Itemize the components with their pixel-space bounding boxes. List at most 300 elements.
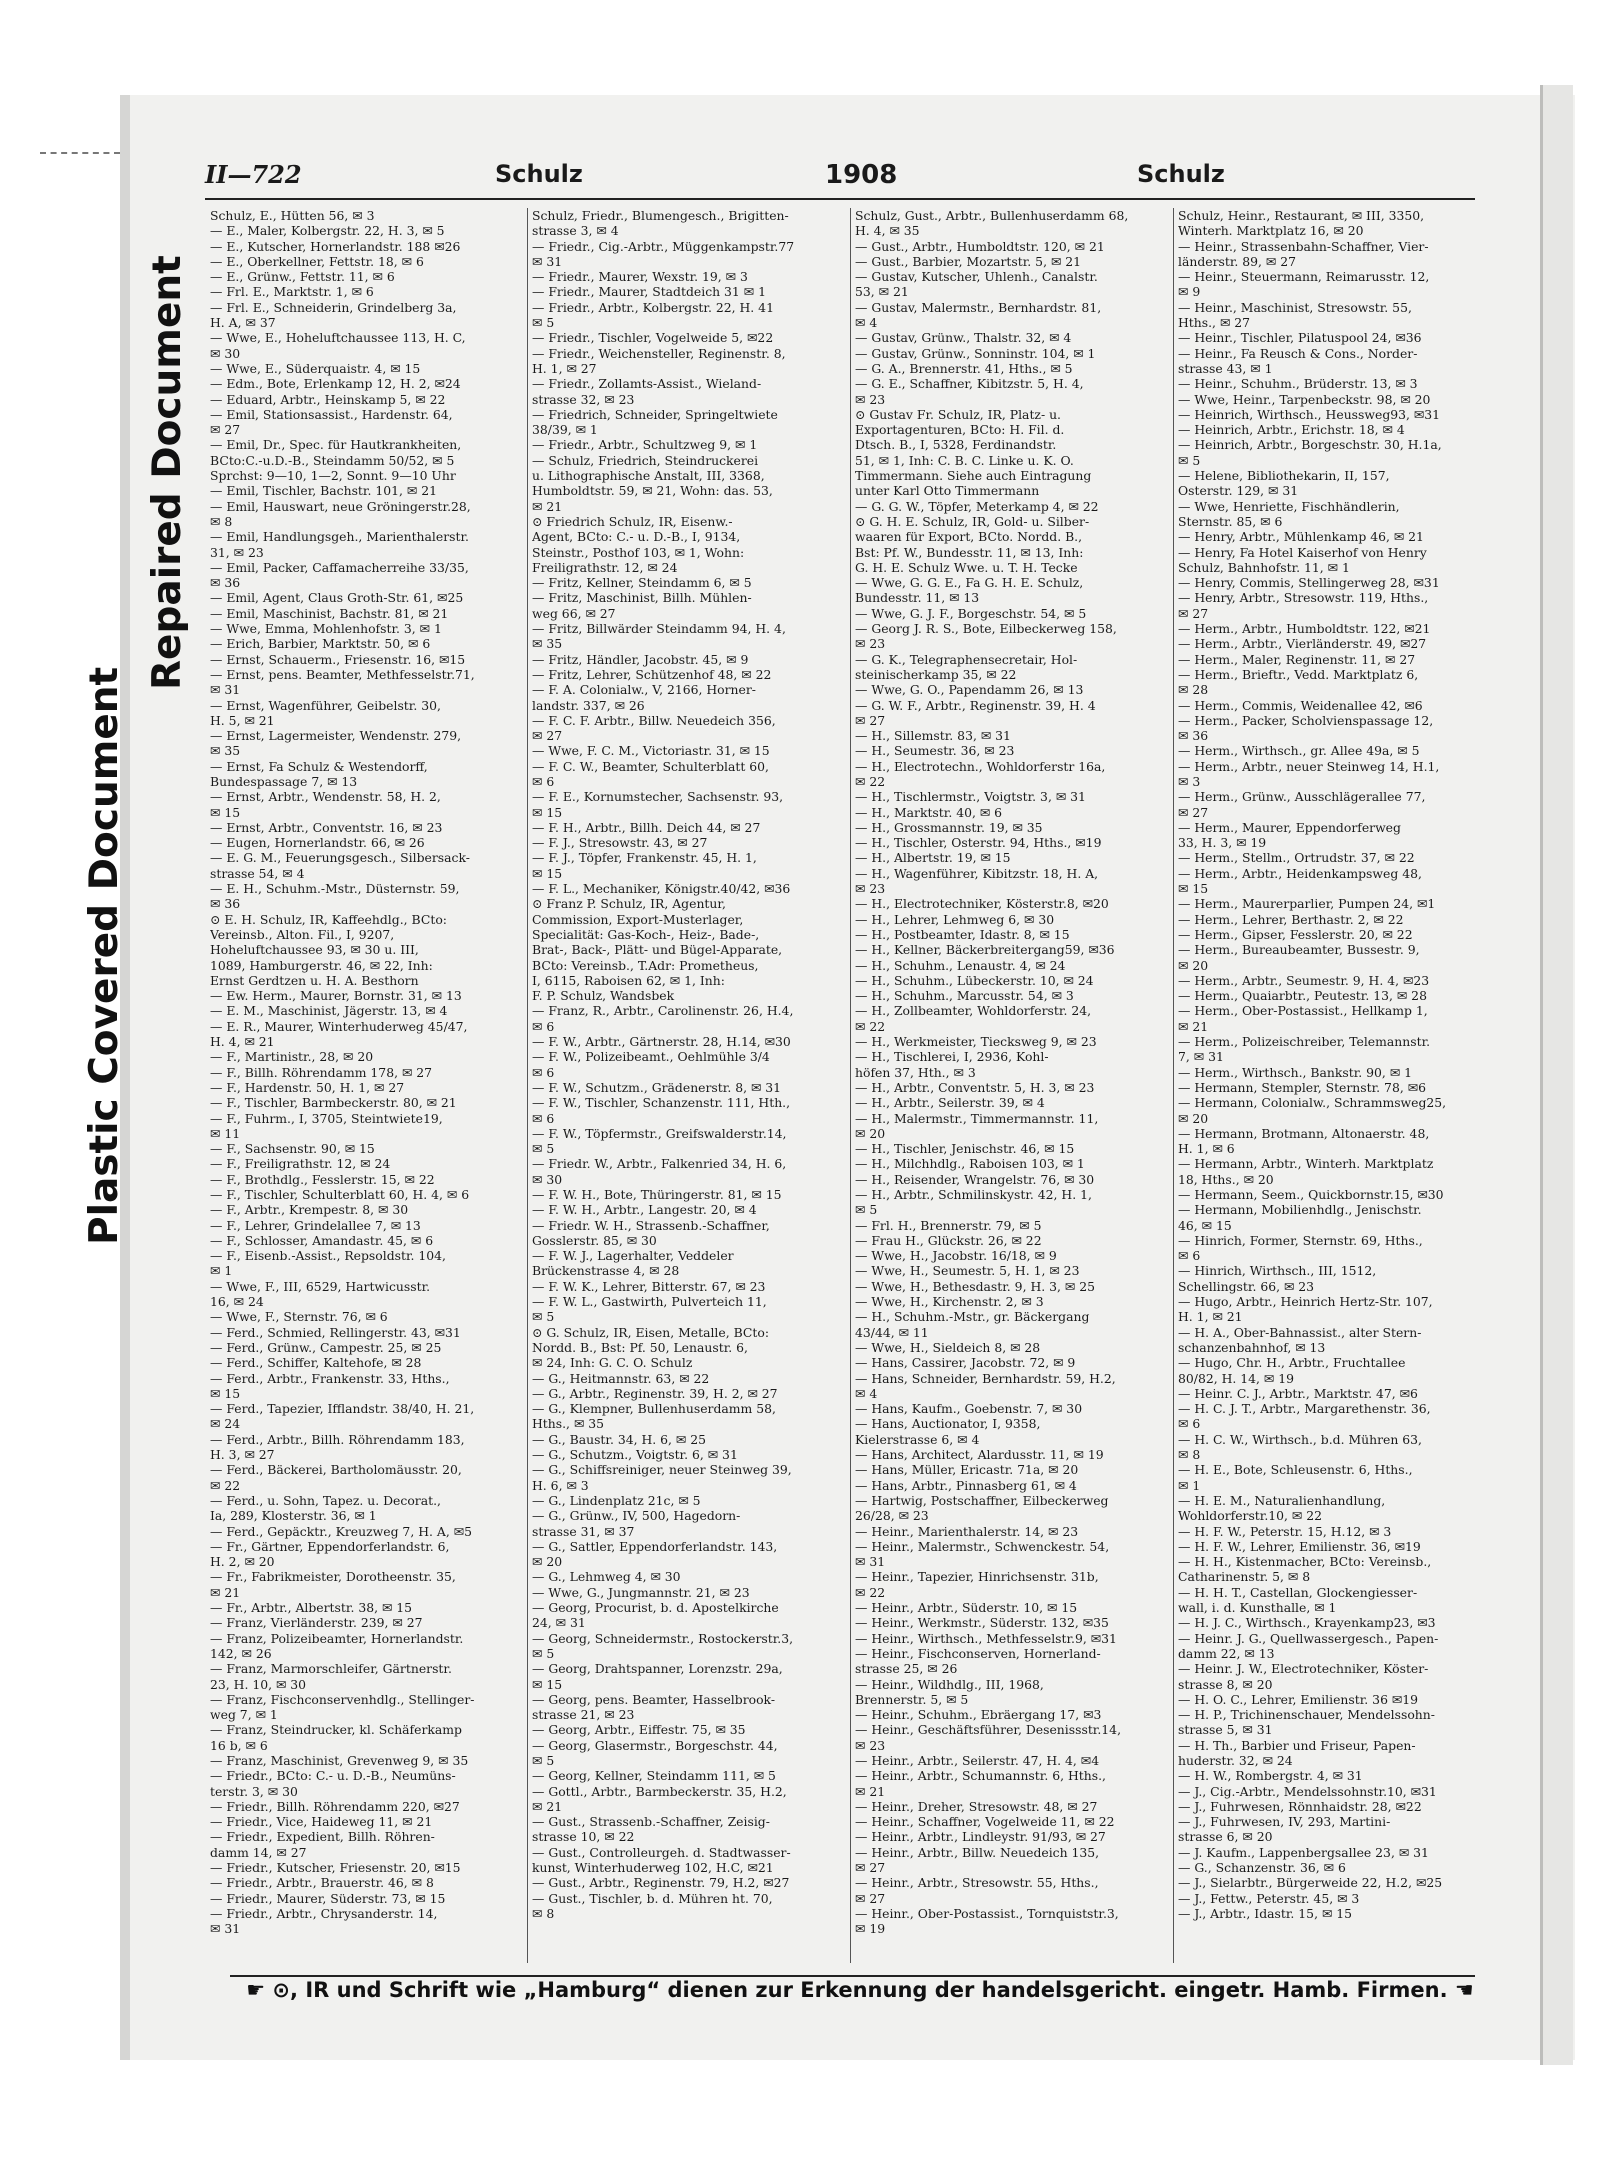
directory-entry: — Herm., Wirthsch., gr. Allee 49a, ✉ 5: [1178, 743, 1420, 759]
directory-entry: ✉ 15: [210, 1385, 241, 1401]
directory-entry: 80/82, H. 14, ✉ 19: [1178, 1370, 1294, 1386]
directory-entry: ✉ 24: [210, 1416, 241, 1432]
book-spine: [1540, 85, 1573, 2065]
directory-entry: — Emil, Maschinist, Bachstr. 81, ✉ 21: [210, 605, 449, 621]
directory-entry: ⊙ G. H. E. Schulz, IR, Gold- u. Silber-: [855, 513, 1090, 529]
directory-entry: — F. W., Tischler, Schanzenstr. 111, Hth.,: [532, 1095, 791, 1111]
directory-entry: — E. G. M., Feuerungsgesch., Silbersack-: [210, 850, 470, 866]
directory-entry: ✉ 20: [532, 1554, 563, 1570]
directory-entry: — Emil, Handlungsgeh., Marienthalerstr.: [210, 529, 469, 545]
directory-entry: BCto: Vereinsb., T.Adr: Prometheus,: [532, 957, 759, 973]
directory-entry: — Frau H., Glückstr. 26, ✉ 22: [855, 1232, 1042, 1248]
directory-entry: ✉ 20: [1178, 1110, 1209, 1126]
directory-entry: — Herm., Gipser, Fesslerstr. 20, ✉ 22: [1178, 926, 1413, 942]
directory-entry: — Gust., Barbier, Mozartstr. 5, ✉ 21: [855, 253, 1082, 269]
directory-entry: — Friedr., Tischler, Vogelweide 5, ✉22: [532, 330, 774, 346]
directory-entry: — Hermann, Colonialw., Schrammsweg25,: [1178, 1095, 1447, 1111]
directory-entry: weg 7, ✉ 1: [210, 1707, 278, 1723]
directory-entry: — Wwe, G. G. E., Fa G. H. E. Schulz,: [855, 575, 1084, 591]
directory-entry: ✉ 21: [210, 1584, 241, 1600]
page-header: [205, 160, 1465, 196]
directory-entry: — Hans, Schneider, Bernhardstr. 59, H.2,: [855, 1370, 1116, 1386]
directory-entry: — J., Fettw., Peterstr. 45, ✉ 3: [1178, 1890, 1360, 1906]
directory-entry: ✉ 15: [532, 865, 563, 881]
directory-entry: ✉ 6: [1178, 1416, 1201, 1432]
directory-entry: wall, i. d. Kunsthalle, ✉ 1: [1178, 1600, 1337, 1616]
directory-entry: — Wwe, E., Hoheluftchaussee 113, H. C,: [210, 330, 466, 346]
directory-entry: strasse 10, ✉ 22: [532, 1829, 635, 1845]
directory-entry: Specialität: Gas-Koch-, Heiz-, Bade-,: [532, 926, 760, 942]
directory-entry: — Friedr., BCto: C.- u. D.-B., Neumüns-: [210, 1768, 456, 1784]
directory-entry: — Herm., Arbtr., Seumestr. 9, H. 4, ✉23: [1178, 972, 1430, 988]
directory-entry: ✉ 23: [855, 391, 886, 407]
directory-entry: ✉ 23: [855, 881, 886, 897]
directory-entry: 38/39, ✉ 1: [532, 422, 598, 438]
directory-entry: landstr. 337, ✉ 26: [532, 697, 645, 713]
directory-entry: Humboldtstr. 59, ✉ 21, Wohn: das. 53,: [532, 483, 773, 499]
directory-entry: G. H. E. Schulz Wwe. u. T. H. Tecke: [855, 559, 1078, 575]
directory-entry: — Ferd., u. Sohn, Tapez. u. Decorat.,: [210, 1492, 441, 1508]
directory-entry: 26/28, ✉ 23: [855, 1508, 929, 1524]
column-1: [210, 208, 520, 1963]
directory-entry: — Wwe, H., Seumestr. 5, H. 1, ✉ 23: [855, 1263, 1080, 1279]
directory-entry: — Herm., Maurer, Eppendorferweg: [1178, 819, 1401, 835]
directory-entry: — F. W. H., Arbtr., Langestr. 20, ✉ 4: [532, 1202, 757, 1218]
directory-entry: — Wwe, G., Jungmannstr. 21, ✉ 23: [532, 1584, 750, 1600]
directory-entry: — G., Klempner, Bullenhuserdamm 58,: [532, 1401, 776, 1417]
directory-entry: — F., Arbtr., Krempestr. 8, ✉ 30: [210, 1202, 409, 1218]
directory-entry: H. 2, ✉ 20: [210, 1554, 275, 1570]
directory-entry: Winterh. Marktplatz 16, ✉ 20: [1178, 223, 1364, 239]
directory-entry: ✉ 6: [532, 773, 555, 789]
directory-entry: — Emil, Packer, Caffamacherreihe 33/35,: [210, 559, 469, 575]
directory-entry: — F. J., Töpfer, Frankenstr. 45, H. 1,: [532, 850, 757, 866]
directory-entry: — Herm., Bureaubeamter, Bussestr. 9,: [1178, 942, 1420, 958]
directory-entry: — Wwe, G. O., Papendamm 26, ✉ 13: [855, 682, 1084, 698]
directory-entry: ✉ 8: [1178, 1447, 1201, 1463]
directory-entry: — Friedr., Arbtr., Schultzweg 9, ✉ 1: [532, 437, 758, 453]
directory-entry: länderstr. 89, ✉ 27: [1178, 253, 1297, 269]
directory-entry: ⊙ Franz P. Schulz, IR, Agentur,: [532, 896, 726, 912]
directory-entry: Vereinsb., Alton. Fil., I, 9207,: [210, 926, 395, 942]
directory-entry: Schulz, Friedr., Blumengesch., Brigitten-: [532, 208, 789, 223]
directory-entry: ✉ 36: [210, 575, 241, 591]
directory-entry: — Heinr. C. J., Arbtr., Marktstr. 47, ✉6: [1178, 1385, 1418, 1401]
directory-entry: — Hugo, Arbtr., Heinrich Hertz-Str. 107,: [1178, 1294, 1433, 1310]
repaired-document-label: Repaired Document: [145, 255, 190, 690]
directory-entry: H. 4, ✉ 35: [855, 223, 920, 239]
directory-entry: ✉ 5: [855, 1202, 878, 1218]
directory-entry: Catharinenstr. 5, ✉ 8: [1178, 1569, 1311, 1585]
directory-entry: — Herm., Packer, Scholvienspassage 12,: [1178, 712, 1434, 728]
directory-entry: — Wwe, H., Sieldeich 8, ✉ 28: [855, 1339, 1041, 1355]
directory-entry: — Georg, Glasermstr., Borgeschstr. 44,: [532, 1737, 778, 1753]
directory-entry: — Heinr., Maschinist, Stresowstr. 55,: [1178, 299, 1412, 315]
directory-entry: — H. P., Trichinenschauer, Mendelssohn-: [1178, 1707, 1435, 1723]
directory-entry: — Ferd., Schiffer, Kaltehofe, ✉ 28: [210, 1355, 422, 1371]
directory-entry: — H., Marktstr. 40, ✉ 6: [855, 804, 1003, 820]
directory-entry: ✉ 27: [1178, 605, 1209, 621]
directory-entry: — J. Kaufm., Lappenbergsallee 23, ✉ 31: [1178, 1844, 1429, 1860]
directory-entry: ✉ 4: [855, 315, 878, 331]
directory-entry: ✉ 31: [210, 1921, 241, 1937]
directory-entry: — G. G. W., Töpfer, Meterkamp 4, ✉ 22: [855, 498, 1099, 514]
directory-entry: — Herm., Polizeischreiber, Telemannstr.: [1178, 1034, 1431, 1050]
directory-entry: — H. H. T., Castellan, Glockengiesser-: [1178, 1584, 1418, 1600]
directory-entry: — F., Tischler, Barmbeckerstr. 80, ✉ 21: [210, 1095, 457, 1111]
directory-entry: — Frl. E., Schneiderin, Grindelberg 3a,: [210, 299, 457, 315]
directory-entry: ✉ 30: [210, 345, 241, 361]
directory-entry: — Friedr., Expedient, Billh. Röhren-: [210, 1829, 435, 1845]
directory-entry: steinischerkamp 35, ✉ 22: [855, 666, 1017, 682]
directory-entry: — H., Arbtr., Schmilinskystr. 42, H. 1,: [855, 1187, 1092, 1202]
directory-entry: — E., Maler, Kolbergstr. 22, H. 3, ✉ 5: [210, 223, 445, 239]
directory-entry: — Fritz, Händler, Jacobstr. 45, ✉ 9: [532, 651, 749, 667]
directory-entry: 7, ✉ 31: [1178, 1049, 1224, 1065]
directory-entry: ✉ 24, Inh: G. C. O. Schulz: [532, 1355, 693, 1371]
directory-entry: strasse 54, ✉ 4: [210, 865, 305, 881]
left-running-title: Schulz: [495, 160, 583, 188]
directory-entry: — G. W. F., Arbtr., Reginenstr. 39, H. 4: [855, 697, 1096, 713]
directory-entry: höfen 37, Hth., ✉ 3: [855, 1064, 976, 1080]
directory-entry: — F. L., Mechaniker, Königstr.40/42, ✉36: [532, 881, 791, 897]
directory-entry: — Gustav, Malermstr., Bernhardstr. 81,: [855, 299, 1102, 315]
directory-entry: Bundespassage 7, ✉ 13: [210, 773, 358, 789]
directory-entry: — F. W. L., Gastwirth, Pulverteich 11,: [532, 1294, 767, 1310]
directory-entry: — Ernst, pens. Beamter, Methfesselstr.71,: [210, 666, 475, 682]
directory-entry: — Franz, Maschinist, Grevenweg 9, ✉ 35: [210, 1752, 469, 1768]
directory-entry: — H., Arbtr., Conventstr. 5, H. 3, ✉ 23: [855, 1079, 1095, 1095]
directory-entry: — G., Sattler, Eppendorferlandstr. 143,: [532, 1538, 778, 1554]
directory-entry: ✉ 27: [210, 422, 241, 438]
directory-entry: strasse 6, ✉ 20: [1178, 1829, 1273, 1845]
directory-entry: ✉ 15: [532, 804, 563, 820]
directory-entry: Hths., ✉ 27: [1178, 315, 1251, 331]
directory-entry: — H. Th., Barbier und Friseur, Papen-: [1178, 1737, 1416, 1753]
page-number: II—722: [205, 160, 302, 189]
directory-entry: Freiligrathstr. 12, ✉ 24: [532, 559, 678, 575]
directory-entry: Steinstr., Posthof 103, ✉ 1, Wohn:: [532, 544, 745, 560]
directory-entry: — F. E., Kornumstecher, Sachsenstr. 93,: [532, 789, 784, 805]
directory-entry: ✉ 35: [532, 636, 563, 652]
directory-entry: — Heinr., Schuhm., Ebräergang 17, ✉3: [855, 1707, 1102, 1723]
directory-entry: Bundesstr. 11, ✉ 13: [855, 590, 980, 606]
directory-entry: ✉ 5: [532, 1141, 555, 1157]
directory-entry: strasse 5, ✉ 31: [1178, 1722, 1273, 1738]
directory-entry: — Wwe, G. J. F., Borgeschstr. 54, ✉ 5: [855, 605, 1087, 621]
directory-entry: strasse 31, ✉ 37: [532, 1523, 635, 1539]
directory-entry: — H. E., Bote, Schleusenstr. 6, Hths.,: [1178, 1462, 1413, 1478]
directory-entry: — F., Billh. Röhrendamm 178, ✉ 27: [210, 1064, 433, 1080]
directory-entry: — Franz, Marmorschleifer, Gärtnerstr.: [210, 1661, 452, 1677]
directory-entry: — E. R., Maurer, Winterhuderweg 45/47,: [210, 1018, 468, 1034]
directory-entry: — Heinr. J. G., Quellwassergesch., Papen-: [1178, 1630, 1439, 1646]
directory-entry: — F. H., Arbtr., Billh. Deich 44, ✉ 27: [532, 819, 761, 835]
directory-entry: — Henry, Commis, Stellingerweg 28, ✉31: [1178, 575, 1440, 591]
directory-entry: ✉ 27: [855, 712, 886, 728]
directory-entry: — Heinr., Strassenbahn-Schaffner, Vier-: [1178, 238, 1429, 254]
right-running-title: Schulz: [1137, 160, 1225, 188]
directory-entry: — Georg, Arbtr., Eiffestr. 75, ✉ 35: [532, 1722, 746, 1738]
directory-entry: — H., Zollbeamter, Wohldorferstr. 24,: [855, 1003, 1092, 1019]
directory-entry: ✉ 20: [855, 1125, 886, 1141]
directory-entry: — Erich, Barbier, Marktstr. 50, ✉ 6: [210, 636, 431, 652]
directory-entry: ✉ 21: [532, 498, 563, 514]
directory-entry: — Fritz, Billwärder Steindamm 94, H. 4,: [532, 621, 786, 637]
directory-entry: — Eduard, Arbtr., Heinskamp 5, ✉ 22: [210, 391, 446, 407]
directory-entry: 24, ✉ 31: [532, 1615, 586, 1631]
directory-entry: — Hartwig, Postschaffner, Eilbeckerweg: [855, 1492, 1109, 1508]
directory-entry: Nordd. B., Bst: Pf. 50, Lenaustr. 6,: [532, 1339, 748, 1355]
directory-entry: — Heinr., Arbtr., Lindleystr. 91/93, ✉ 27: [855, 1829, 1106, 1845]
directory-entry: — F. C. F. Arbtr., Billw. Neuedeich 356,: [532, 712, 776, 728]
directory-entry: strasse 43, ✉ 1: [1178, 360, 1273, 376]
directory-entry: — Herm., Lehrer, Berthastr. 2, ✉ 22: [1178, 911, 1404, 927]
directory-entry: — Herm., Arbtr., neuer Steinweg 14, H.1,: [1178, 758, 1440, 774]
directory-entry: Sprchst: 9—10, 1—2, Sonnt. 9—10 Uhr: [210, 468, 456, 484]
directory-entry: Wohldorferstr.10, ✉ 22: [1178, 1508, 1323, 1524]
directory-entry: — H. W., Rombergstr. 4, ✉ 31: [1178, 1768, 1363, 1784]
directory-entry: Commission, Export-Musterlager,: [532, 911, 744, 927]
directory-entry: 43/44, ✉ 11: [855, 1324, 929, 1340]
directory-entry: — H., Arbtr., Seilerstr. 39, ✉ 4: [855, 1095, 1045, 1111]
directory-entry: — Heinr., Malermstr., Schwenckestr. 54,: [855, 1538, 1110, 1554]
directory-entry: — Emil, Stationsassist., Hardenstr. 64,: [210, 406, 453, 422]
directory-entry: — Heinr. J. W., Electrotechniker, Köster-: [1178, 1661, 1429, 1677]
directory-entry: — G., Arbtr., Reginenstr. 39, H. 2, ✉ 27: [532, 1385, 778, 1401]
directory-entry: — Henry, Fa Hotel Kaiserhof von Henry: [1178, 544, 1427, 560]
directory-entry: — Heinr., Schaffner, Vogelweide 11, ✉ 22: [855, 1814, 1115, 1830]
directory-entry: ✉ 6: [1178, 1248, 1201, 1264]
directory-entry: — Fritz, Maschinist, Billh. Mühlen-: [532, 590, 752, 606]
directory-entry: H. 5, ✉ 21: [210, 712, 275, 728]
directory-entry: ✉ 35: [210, 743, 241, 759]
directory-entry: Schulz, Heinr., Restaurant, ✉ III, 3350,: [1178, 208, 1425, 223]
directory-entry: — Heinr., Fa Reusch & Cons., Norder-: [1178, 345, 1418, 361]
directory-entry: — Wwe, H., Jacobstr. 16/18, ✉ 9: [855, 1248, 1057, 1264]
directory-entry: ✉ 21: [532, 1798, 563, 1814]
directory-entry: ✉ 21: [855, 1783, 886, 1799]
directory-entry: — Emil, Dr., Spec. für Hautkrankheiten,: [210, 437, 462, 453]
directory-entry: — F. C. W., Beamter, Schulterblatt 60,: [532, 758, 769, 774]
directory-entry: — Friedr., Kutscher, Friesenstr. 20, ✉15: [210, 1860, 461, 1876]
directory-entry: H. 1, ✉ 27: [532, 360, 597, 376]
directory-entry: — Gust., Tischler, b. d. Mühren ht. 70,: [532, 1890, 773, 1906]
directory-entry: ✉ 22: [855, 773, 886, 789]
directory-entry: — Heinr., Tischler, Pilatuspool 24, ✉36: [1178, 330, 1422, 346]
directory-entry: — F., Hardenstr. 50, H. 1, ✉ 27: [210, 1079, 405, 1095]
directory-entry: Schulz, E., Hütten 56, ✉ 3: [210, 208, 375, 223]
directory-entry: ✉ 20: [1178, 957, 1209, 973]
directory-entry: — Schulz, Friedrich, Steindruckerei: [532, 452, 759, 468]
directory-entry: — Gust., Strassenb.-Schaffner, Zeisig-: [532, 1814, 770, 1830]
directory-entry: ✉ 31: [210, 682, 241, 698]
directory-entry: — E. M., Maschinist, Jägerstr. 13, ✉ 4: [210, 1003, 448, 1019]
directory-entry: — Hermann, Mobilienhdlg., Jenischstr.: [1178, 1202, 1422, 1218]
directory-entry: — F., Martinistr., 28, ✉ 20: [210, 1049, 374, 1065]
directory-entry: Schulz, Bahnhofstr. 11, ✉ 1: [1178, 559, 1350, 575]
directory-entry: ✉ 5: [532, 1752, 555, 1768]
directory-entry: — Hans, Kaufm., Goebenstr. 7, ✉ 30: [855, 1401, 1083, 1417]
directory-entry: damm 22, ✉ 13: [1178, 1645, 1275, 1661]
directory-entry: — Friedr. W., Arbtr., Falkenried 34, H. 6,: [532, 1156, 787, 1172]
directory-entry: ✉ 5: [532, 315, 555, 331]
directory-entry: — Hinrich, Former, Sternstr. 69, Hths.,: [1178, 1232, 1423, 1248]
directory-entry: — Herm., Stellm., Ortrudstr. 37, ✉ 22: [1178, 850, 1415, 866]
directory-entry: — G., Lindenplatz 21c, ✉ 5: [532, 1492, 701, 1508]
directory-entry: — Fritz, Kellner, Steindamm 6, ✉ 5: [532, 575, 752, 591]
directory-entry: H. A, ✉ 37: [210, 315, 276, 331]
directory-entry: — H., Tischlermstr., Voigtstr. 3, ✉ 31: [855, 789, 1086, 805]
directory-entry: — Heinrich, Arbtr., Borgeschstr. 30, H.1a,: [1178, 437, 1442, 453]
directory-entry: ✉ 31: [532, 253, 563, 269]
plastic-covered-label: Plastic Covered Document: [82, 666, 127, 1245]
directory-entry: ⊙ Gustav Fr. Schulz, IR, Platz- u.: [855, 406, 1061, 422]
directory-entry: — Heinr., Arbtr., Seilerstr. 47, H. 4, ✉4: [855, 1752, 1100, 1768]
directory-entry: Kielerstrasse 6, ✉ 4: [855, 1431, 980, 1447]
directory-entry: — Gustav, Grünw., Sonninstr. 104, ✉ 1: [855, 345, 1096, 361]
directory-entry: — Herm., Maler, Reginenstr. 11, ✉ 27: [1178, 651, 1416, 667]
directory-entry: — H., Grossmannstr. 19, ✉ 35: [855, 819, 1043, 835]
directory-entry: — Heinrich, Wirthsch., Heussweg93, ✉31: [1178, 406, 1441, 422]
directory-entry: — E., Grünw., Fettstr. 11, ✉ 6: [210, 269, 395, 285]
directory-entry: — Herm., Ober-Postassist., Hellkamp 1,: [1178, 1003, 1428, 1019]
directory-entry: ✉ 22: [210, 1477, 241, 1493]
directory-entry: — Friedr., Arbtr., Kolbergstr. 22, H. 41: [532, 299, 774, 315]
directory-entry: ✉ 21: [1178, 1018, 1209, 1034]
directory-entry: — Georg, Schneidermstr., Rostockerstr.3,: [532, 1630, 794, 1646]
column-2: [532, 208, 842, 1963]
directory-entry: ✉ 31: [855, 1554, 886, 1570]
directory-entry: — Gottl., Arbtr., Barmbeckerstr. 35, H.2,: [532, 1783, 787, 1799]
directory-entry: — Gust., Controlleurgeh. d. Stadtwasser-: [532, 1844, 791, 1860]
directory-entry: 16 b, ✉ 6: [210, 1737, 268, 1753]
directory-entry: BCto:C.-u.D.-B., Steindamm 50/52, ✉ 5: [210, 452, 455, 468]
directory-entry: — Heinr., Dreher, Stresowstr. 48, ✉ 27: [855, 1798, 1098, 1814]
directory-entry: — Ernst, Fa Schulz & Westendorff,: [210, 758, 428, 774]
directory-entry: damm 14, ✉ 27: [210, 1844, 307, 1860]
directory-entry: — E. H., Schuhm.-Mstr., Düsternstr. 59,: [210, 881, 460, 897]
directory-entry: H. 1, ✉ 6: [1178, 1141, 1235, 1157]
directory-entry: ✉ 5: [1178, 452, 1201, 468]
directory-entry: — Heinr., Arbtr., Stresowstr. 55, Hths.,: [855, 1875, 1099, 1891]
directory-entry: — H., Reisender, Wrangelstr. 76, ✉ 30: [855, 1171, 1095, 1187]
directory-entry: terstr. 3, ✉ 30: [210, 1783, 298, 1799]
directory-entry: — Wwe, F. C. M., Victoriastr. 31, ✉ 15: [532, 743, 770, 759]
header-rule: [205, 198, 1475, 200]
directory-entry: Hoheluftchaussee 93, ✉ 30 u. III,: [210, 942, 419, 958]
directory-entry: — G. K., Telegraphensecretair, Hol-: [855, 651, 1078, 667]
directory-entry: ✉ 22: [855, 1018, 886, 1034]
directory-entry: — F. J., Stresowstr. 43, ✉ 27: [532, 835, 708, 851]
directory-entry: — Fr., Fabrikmeister, Dorotheenstr. 35,: [210, 1569, 456, 1585]
directory-entry: — H. E. M., Naturalienhandlung,: [1178, 1492, 1386, 1508]
directory-entry: — Herm., Arbtr., Vierländerstr. 49, ✉27: [1178, 636, 1427, 652]
directory-entry: — Wwe, F., III, 6529, Hartwicusstr.: [210, 1278, 431, 1294]
directory-entry: — Wwe, F., Sternstr. 76, ✉ 6: [210, 1309, 388, 1325]
directory-entry: — Wwe, Henriette, Fischhändlerin,: [1178, 498, 1400, 514]
directory-entry: — Gust., Arbtr., Humboldtstr. 120, ✉ 21: [855, 238, 1105, 254]
directory-entry: — H. F. W., Lehrer, Emilienstr. 36, ✉19: [1178, 1538, 1421, 1554]
directory-entry: — F. W. K., Lehrer, Bitterstr. 67, ✉ 23: [532, 1278, 766, 1294]
directory-entry: — H., Schuhm., Marcusstr. 54, ✉ 3: [855, 988, 1074, 1004]
directory-entry: — G., Schiffsreiniger, neuer Steinweg 39,: [532, 1462, 792, 1478]
directory-entry: — F. W., Töpfermstr., Greifswalderstr.14,: [532, 1125, 787, 1141]
directory-entry: — H., Schuhm., Lenaustr. 4, ✉ 24: [855, 957, 1066, 973]
directory-entry: — Hermann, Stempler, Sternstr. 78, ✉6: [1178, 1079, 1426, 1095]
directory-entry: Brat-, Back-, Plätt- und Bügel-Apparate,: [532, 942, 783, 958]
directory-entry: ✉ 8: [210, 513, 233, 529]
directory-entry: waaren für Export, BCto. Nordd. B.,: [855, 529, 1083, 545]
directory-entry: — J., Sielarbtr., Bürgerweide 22, H.2, ✉25: [1178, 1875, 1443, 1891]
directory-entry: strasse 3, ✉ 4: [532, 223, 619, 239]
directory-entry: Schulz, Gust., Arbtr., Bullenhuserdamm 68,: [855, 208, 1129, 223]
directory-entry: — Friedr., Billh. Röhrendamm 220, ✉27: [210, 1798, 460, 1814]
directory-entry: — Hermann, Brotmann, Altonaerstr. 48,: [1178, 1125, 1430, 1141]
directory-entry: — F. W., Polizeibeamt., Oehlmühle 3/4: [532, 1049, 770, 1065]
directory-entry: — Frl. H., Brennerstr. 79, ✉ 5: [855, 1217, 1042, 1233]
directory-entry: — Herm., Arbtr., Heidenkampsweg 48,: [1178, 865, 1422, 881]
directory-entry: ⊙ E. H. Schulz, IR, Kaffeehdlg., BCto:: [210, 911, 447, 927]
directory-entry: ✉ 15: [1178, 881, 1209, 897]
directory-entry: ✉ 1: [1178, 1477, 1201, 1493]
directory-entry: 51, ✉ 1, Inh: C. B. C. Linke u. K. O.: [855, 452, 1074, 468]
directory-entry: — F. W., Arbtr., Gärtnerstr. 28, H.14, ✉30: [532, 1034, 791, 1050]
directory-entry: — Hermann, Seem., Quickbornstr.15, ✉30: [1178, 1187, 1444, 1202]
directory-entry: — Hugo, Chr. H., Arbtr., Fruchtallee: [1178, 1355, 1406, 1371]
directory-entry: — H. A., Ober-Bahnassist., alter Stern-: [1178, 1324, 1422, 1340]
directory-entry: unter Karl Otto Timmermann: [855, 483, 1040, 499]
directory-entry: — Ferd., Arbtr., Billh. Röhrendamm 183,: [210, 1431, 465, 1447]
directory-entry: — F. W. H., Bote, Thüringerstr. 81, ✉ 15: [532, 1187, 782, 1202]
directory-entry: — Ew. Herm., Maurer, Bornstr. 31, ✉ 13: [210, 988, 462, 1004]
directory-entry: — Heinr., Werkmstr., Süderstr. 132, ✉35: [855, 1615, 1109, 1631]
directory-entry: — Ernst, Lagermeister, Wendenstr. 279,: [210, 728, 462, 744]
directory-entry: — J., Arbtr., Idastr. 15, ✉ 15: [1178, 1905, 1353, 1921]
directory-entry: — Herm., Grünw., Ausschlägerallee 77,: [1178, 789, 1426, 805]
directory-entry: — G., Grünw., IV, 500, Hagedorn-: [532, 1508, 741, 1524]
directory-entry: — Herm., Wirthsch., Bankstr. 90, ✉ 1: [1178, 1064, 1413, 1080]
directory-entry: H. 4, ✉ 21: [210, 1034, 275, 1050]
directory-entry: — E., Kutscher, Hornerlandstr. 188 ✉26: [210, 238, 461, 254]
directory-entry: kunst, Winterhuderweg 102, H.C, ✉21: [532, 1860, 774, 1876]
directory-entry: 53, ✉ 21: [855, 284, 909, 300]
directory-entry: — Friedr., Maurer, Stadtdeich 31 ✉ 1: [532, 284, 766, 300]
directory-entry: — Emil, Tischler, Bachstr. 101, ✉ 21: [210, 483, 437, 499]
directory-entry: — Herm., Commis, Weidenallee 42, ✉6: [1178, 697, 1423, 713]
directory-entry: — Emil, Agent, Claus Groth-Str. 61, ✉25: [210, 590, 464, 606]
directory-entry: u. Lithographische Anstalt, III, 3368,: [532, 468, 765, 484]
directory-entry: — Ernst, Wagenführer, Geibelstr. 30,: [210, 697, 441, 713]
directory-entry: — Wwe, H., Bethesdastr. 9, H. 3, ✉ 25: [855, 1278, 1095, 1294]
directory-entry: — H., Werkmeister, Tiecksweg 9, ✉ 23: [855, 1034, 1097, 1050]
directory-entry: Ia, 289, Klosterstr. 36, ✉ 1: [210, 1508, 377, 1524]
directory-entry: — Franz, Steindrucker, kl. Schäferkamp: [210, 1722, 462, 1738]
directory-entry: — H., Wagenführer, Kibitzstr. 18, H. A,: [855, 865, 1099, 881]
directory-entry: — Heinr., Ober-Postassist., Tornquiststr.3,: [855, 1905, 1119, 1921]
directory-entry: — Herm., Quaiarbtr., Peutestr. 13, ✉ 28: [1178, 988, 1427, 1004]
directory-entry: — Friedr., Zollamts-Assist., Wieland-: [532, 376, 762, 392]
directory-entry: ✉ 27: [1178, 804, 1209, 820]
directory-entry: — Henry, Arbtr., Mühlenkamp 46, ✉ 21: [1178, 529, 1424, 545]
directory-entry: ✉ 36: [210, 896, 241, 912]
directory-entry: Agent, BCto: C.- u. D.-B., I, 9134,: [532, 529, 741, 545]
directory-entry: — H., Sillemstr. 83, ✉ 31: [855, 728, 1011, 744]
directory-entry: strasse 8, ✉ 20: [1178, 1676, 1273, 1692]
directory-entry: — Friedr., Arbtr., Chrysanderstr. 14,: [210, 1905, 438, 1921]
column-3: [855, 208, 1165, 1963]
footer-rule: [230, 1975, 1475, 1977]
